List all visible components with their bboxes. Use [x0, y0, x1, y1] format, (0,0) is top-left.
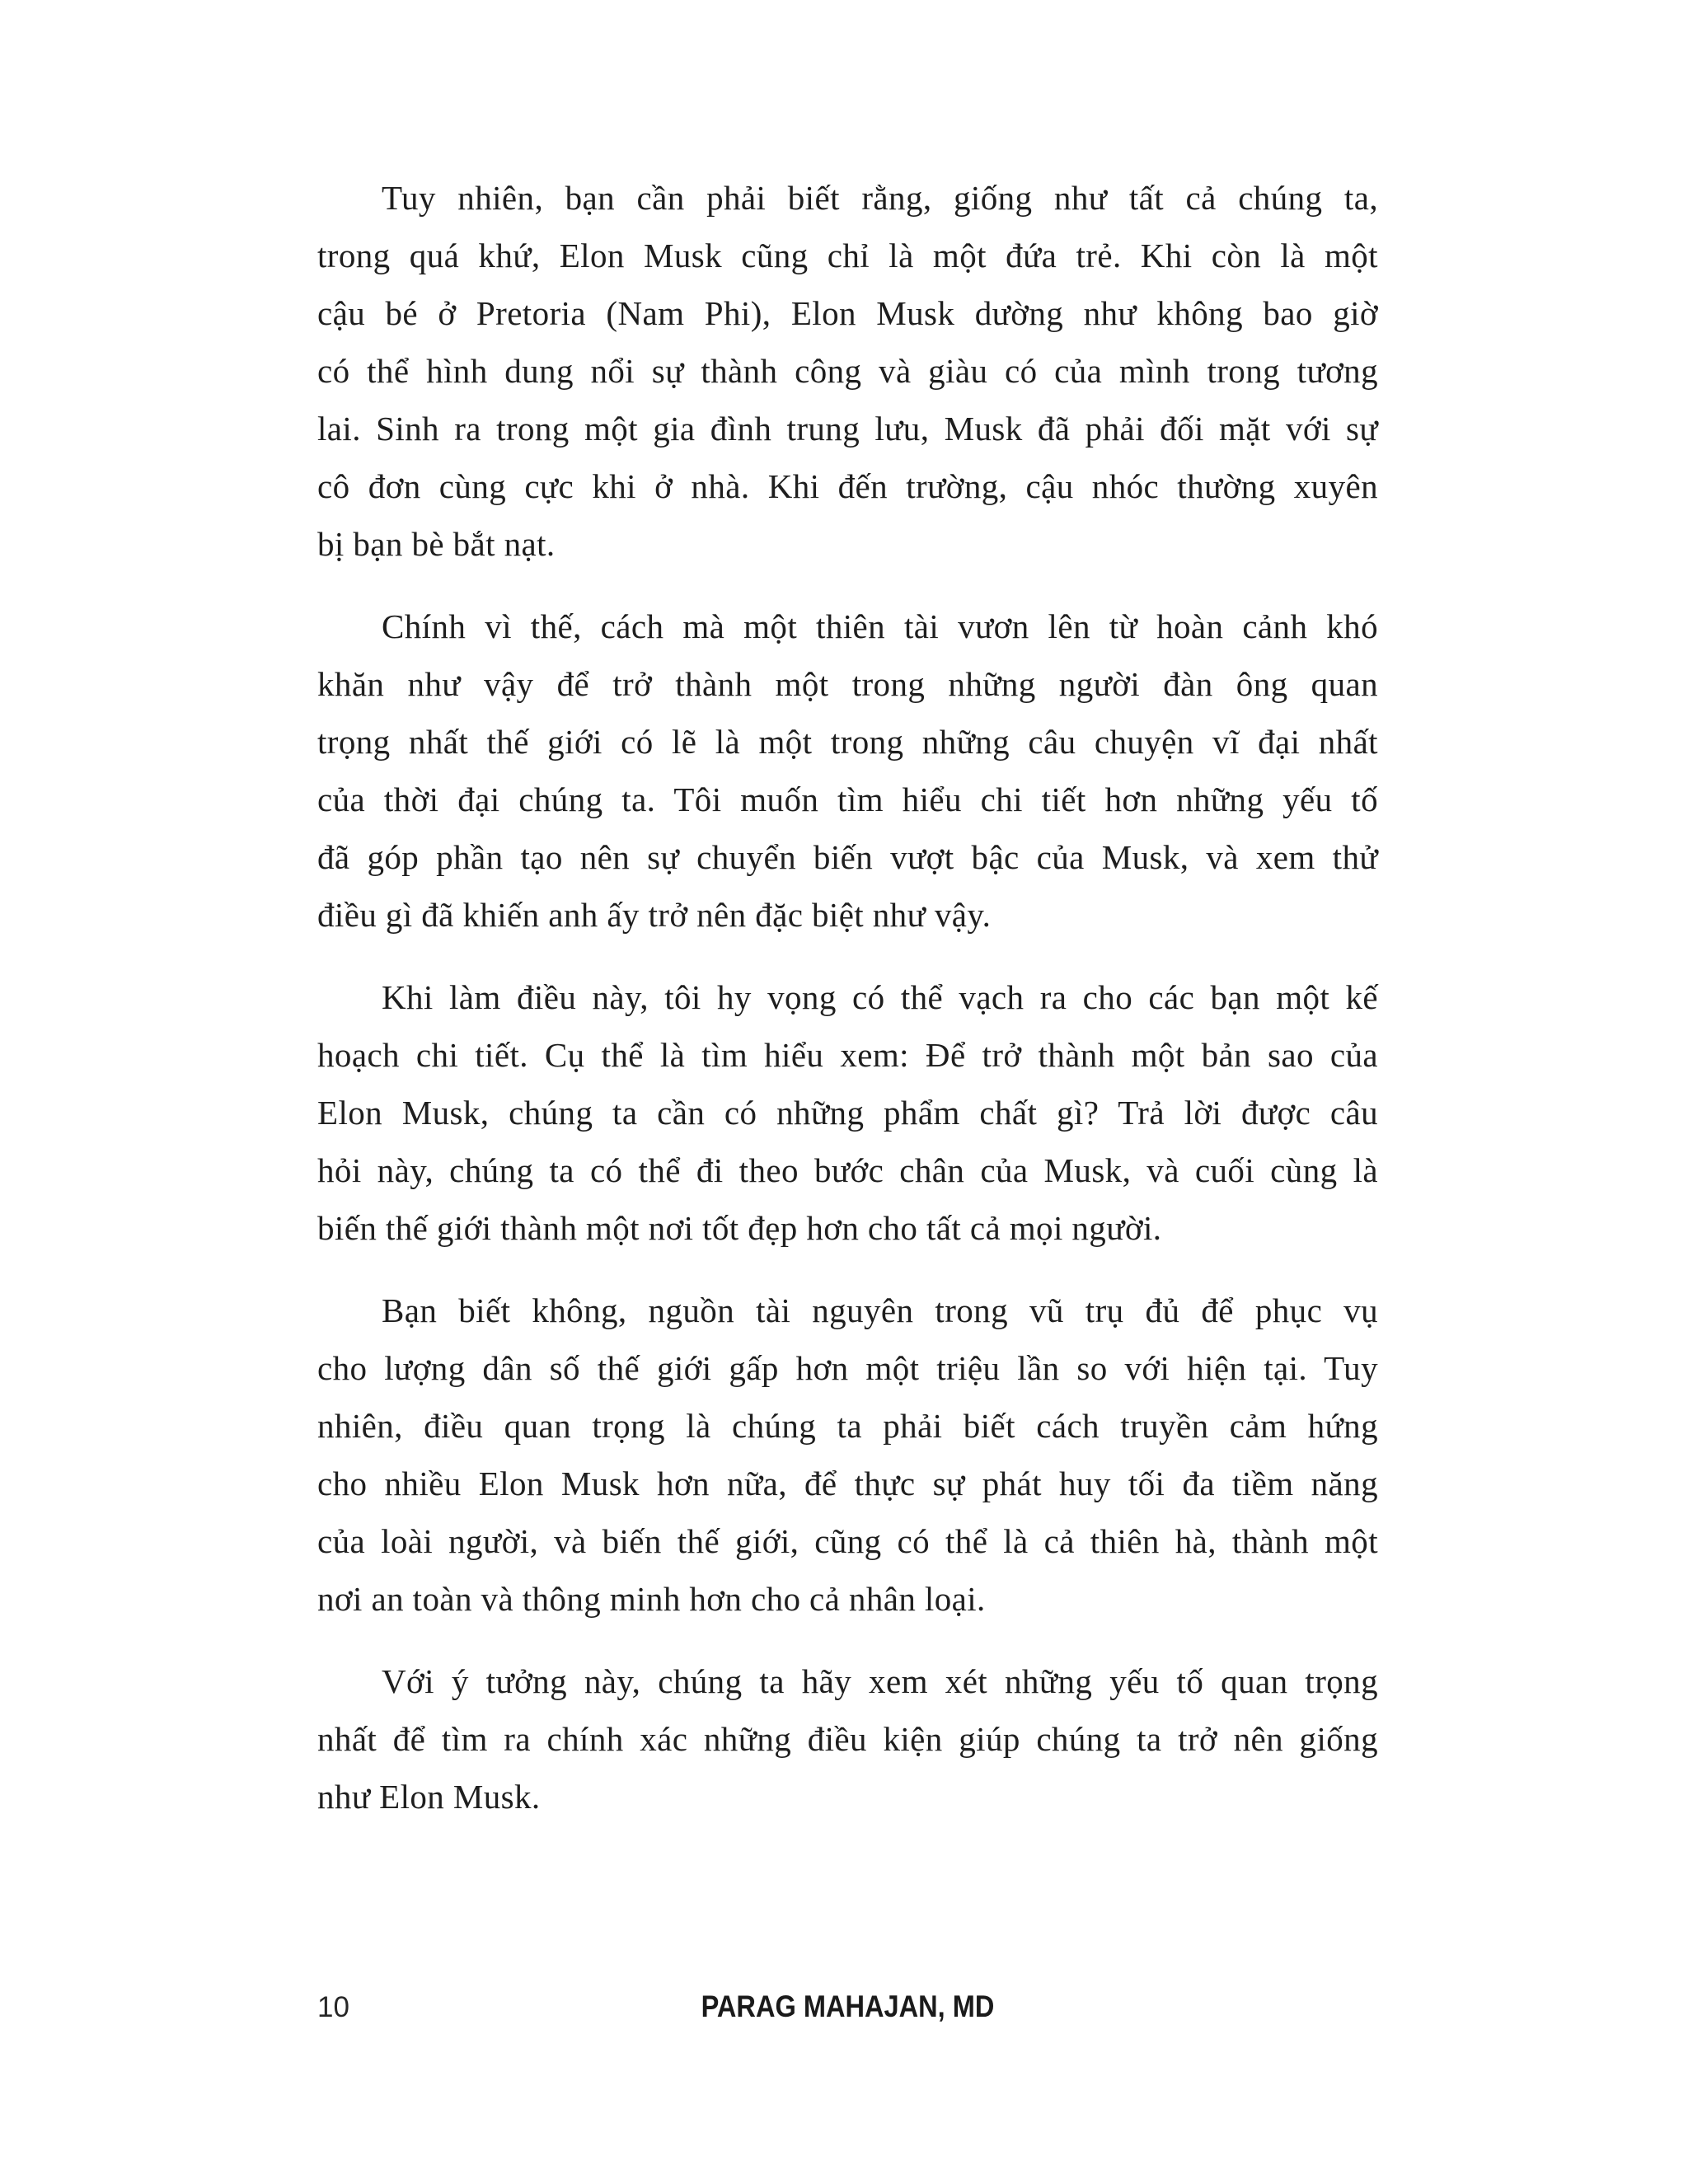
paragraph-1	[317, 169, 1378, 573]
page-number: 10	[317, 1991, 349, 2023]
text-line: của loài người, và biến thế giới, cũng có thể là cả thiên hà, thành một	[317, 1522, 1378, 1560]
text-line: cho nhiều Elon Musk hơn nữa, để thực sự phát huy tối đa tiềm năng	[317, 1465, 1378, 1502]
paragraph-3	[317, 968, 1378, 1257]
text-line: nơi an toàn và thông minh hơn cho cả nhân loại.	[317, 1580, 986, 1618]
text-line: cô đơn cùng cực khi ở nhà. Khi đến trường, cậu nhóc thường xuyên	[317, 467, 1378, 505]
text-line: Khi làm điều này, tôi hy vọng có thể vạch ra cho các bạn một kế	[382, 978, 1378, 1016]
text-line: như Elon Musk.	[317, 1778, 541, 1816]
text-line: trong quá khứ, Elon Musk cũng chỉ là một đứa trẻ. Khi còn là một	[317, 237, 1378, 274]
text-line: hỏi này, chúng ta có thể đi theo bước chân của Musk, và cuối cùng là	[317, 1151, 1378, 1189]
text-line: cho lượng dân số thế giới gấp hơn một triệu lần so với hiện tại. Tuy	[317, 1349, 1378, 1387]
paragraph-4	[317, 1282, 1378, 1628]
text-line: nhiên, điều quan trọng là chúng ta phải biết cách truyền cảm hứng	[317, 1407, 1378, 1445]
text-line: khăn như vậy để trở thành một trong những người đàn ông quan	[317, 665, 1378, 703]
text-line: Bạn biết không, nguồn tài nguyên trong vũ trụ đủ để phục vụ	[382, 1291, 1378, 1329]
text-line: nhất để tìm ra chính xác những điều kiện giúp chúng ta trở nên giống	[317, 1720, 1378, 1758]
text-line: biến thế giới thành một nơi tốt đẹp hơn cho tất cả mọi người.	[317, 1209, 1162, 1247]
body-text	[317, 169, 1378, 1825]
text-line: Tuy nhiên, bạn cần phải biết rằng, giống như tất cả chúng ta,	[382, 179, 1378, 217]
page-footer	[317, 1988, 1378, 2029]
paragraph-5	[317, 1652, 1378, 1825]
text-line: Chính vì thế, cách mà một thiên tài vươn lên từ hoàn cảnh khó	[382, 607, 1378, 645]
paragraph-2	[317, 598, 1378, 944]
text-line: trọng nhất thế giới có lẽ là một trong những câu chuyện vĩ đại nhất	[317, 723, 1378, 761]
text-line: cậu bé ở Pretoria (Nam Phi), Elon Musk dường như không bao giờ	[317, 294, 1378, 332]
text-line: hoạch chi tiết. Cụ thể là tìm hiểu xem: Để trở thành một bản sao của	[317, 1036, 1378, 1074]
text-line: Elon Musk, chúng ta cần có những phẩm chất gì? Trả lời được câu	[317, 1094, 1378, 1132]
text-line: lai. Sinh ra trong một gia đình trung lưu, Musk đã phải đối mặt với sự	[317, 410, 1378, 448]
text-line: có thể hình dung nổi sự thành công và giàu có của mình trong tương	[317, 352, 1378, 390]
text-line: đã góp phần tạo nên sự chuyển biến vượt bậc của Musk, và xem thử	[317, 838, 1378, 876]
text-line: Với ý tưởng này, chúng ta hãy xem xét những yếu tố quan trọng	[382, 1662, 1378, 1700]
text-line: của thời đại chúng ta. Tôi muốn tìm hiểu chi tiết hơn những yếu tố	[317, 780, 1378, 818]
text-line: bị bạn bè bắt nạt.	[317, 525, 556, 563]
running-footer-author: PARAG MAHAJAN, MD	[701, 1990, 995, 2023]
text-line: điều gì đã khiến anh ấy trở nên đặc biệt như vậy.	[317, 896, 992, 934]
